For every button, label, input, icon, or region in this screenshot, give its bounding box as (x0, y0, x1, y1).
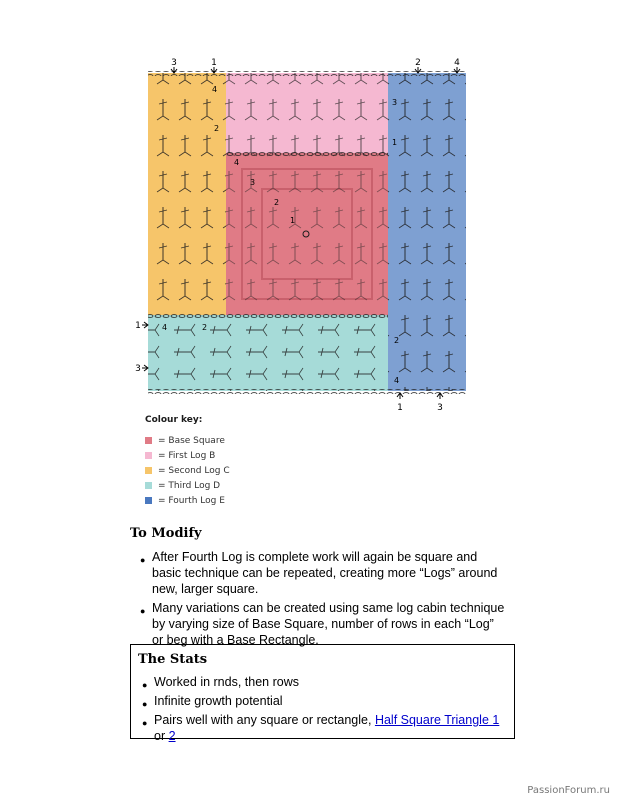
inner-marker: 2 (274, 198, 280, 207)
key-label: = First Log B (158, 450, 216, 461)
key-label: = Second Log C (158, 465, 230, 476)
bullet-icon: ● (142, 718, 148, 728)
key-label: = Base Square (158, 435, 225, 446)
swatch-log-c (145, 467, 152, 474)
inner-marker: 4 (162, 323, 168, 332)
marker-top-1 (211, 58, 217, 73)
list-item (138, 693, 508, 709)
watermark: PassionForum.ru (527, 785, 610, 796)
marker-top-3 (171, 58, 177, 73)
inner-marker: 4 (394, 376, 400, 385)
svg-text:2: 2 (415, 58, 421, 68)
list-item-text: Worked in rnds, then rows (154, 675, 299, 689)
inner-marker: 1 (290, 216, 296, 225)
inner-marker: 2 (394, 336, 400, 345)
key-label: = Fourth Log E (158, 495, 225, 506)
stats-box (130, 644, 515, 743)
half-square-triangle-2-link[interactable]: 2 (168, 729, 176, 743)
key-item-second-log (145, 463, 230, 478)
bullet-icon: ● (140, 606, 146, 616)
to-modify-list (136, 549, 506, 651)
inner-marker: 2 (202, 323, 208, 332)
crochet-chart (130, 55, 480, 415)
to-modify-heading: To Modify (130, 526, 202, 541)
bullet-icon: ● (142, 699, 148, 709)
svg-text:3: 3 (171, 58, 177, 68)
marker-bottom-3 (437, 393, 443, 413)
key-item-fourth-log (145, 493, 230, 508)
bullet-icon: ● (140, 555, 146, 565)
swatch-log-e (145, 497, 152, 504)
svg-text:1: 1 (397, 403, 403, 413)
swatch-base (145, 437, 152, 444)
list-item (136, 600, 506, 648)
inner-marker: 4 (234, 158, 240, 167)
list-item (138, 674, 508, 690)
key-item-first-log (145, 448, 230, 463)
colour-key (145, 415, 230, 508)
stats-list (138, 674, 508, 747)
list-item (138, 712, 508, 744)
bullet-icon: ● (142, 680, 148, 690)
colour-key-title: Colour key: (145, 415, 203, 425)
list-item-text: Pairs well with any square or rectangle, (154, 713, 375, 727)
svg-text:4: 4 (454, 58, 460, 68)
marker-left-3 (135, 364, 148, 374)
marker-bottom-1 (397, 393, 403, 413)
marker-left-1 (135, 321, 148, 331)
svg-text:3: 3 (135, 364, 141, 374)
inner-marker: 2 (214, 124, 220, 133)
key-item-third-log (145, 478, 230, 493)
list-item (136, 549, 506, 597)
stats-heading: The Stats (138, 652, 208, 667)
list-item-text: or (154, 729, 169, 743)
inner-marker: 3 (250, 178, 256, 187)
swatch-log-d (145, 482, 152, 489)
key-item-base-square (145, 433, 230, 448)
half-square-triangle-1-link[interactable]: Half Square Triangle 1 (374, 713, 500, 727)
list-item-text: Infinite growth potential (154, 694, 283, 708)
marker-top-2 (415, 58, 421, 73)
list-item-text: Many variations can be created using same log cabin technique by varying size of Base Square, number of rows in each “Log” or beg with a Base Rectangle. (152, 601, 505, 647)
inner-marker: 4 (212, 85, 218, 94)
svg-text:3: 3 (437, 403, 443, 413)
inner-marker: 1 (392, 138, 398, 147)
list-item-text: After Fourth Log is complete work will again be square and basic technique can be repeated, creating more “Logs” around new, larger square. (152, 550, 498, 596)
svg-text:1: 1 (135, 321, 141, 331)
inner-marker: 3 (392, 98, 398, 107)
key-label: = Third Log D (158, 480, 221, 491)
svg-text:1: 1 (211, 58, 217, 68)
swatch-log-b (145, 452, 152, 459)
marker-top-4 (454, 58, 460, 73)
